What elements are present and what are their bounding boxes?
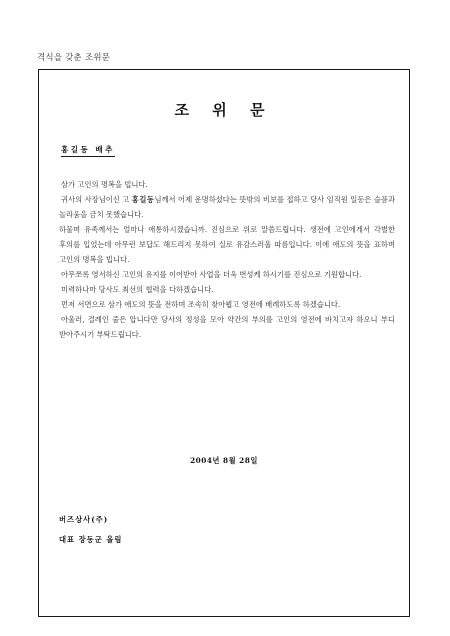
signer-line: 대표 장동군 올림 — [59, 535, 123, 544]
deceased-name: 홍길동 — [131, 195, 155, 204]
paragraph-sympathy: 하물며 유족께서는 얼마나 애통하시겠습니까. 진심으로 위로 말씀드립니다. 생전에 고인에게서 각별한 후의를 입었는데 아무런 보답도 해드리지 못하여 실로 유감스러울 따름입니다. 이에 애도의 뜻을 표하며 고인의 명복을 빕니다. — [59, 225, 395, 264]
company-name: 버즈상사(주) — [59, 515, 109, 524]
paragraph-cooperation: 미력하나마 당사도 최선의 협력을 다하겠습니다. — [61, 285, 214, 294]
recipient-line: 홍길동 배추 — [61, 144, 115, 157]
paragraph-news-end: 님께서 어제 운명하셨다는 뜻밖의 비보를 접하고 당사 임직원 일동은 슬픔과 놀라움을 금치 못했습니다. — [59, 195, 395, 219]
paragraph-visit: 먼저 서면으로 삼가 애도의 뜻을 전하며 조속히 찾아뵙고 영전에 배례하도록 하겠습니다. — [61, 300, 341, 309]
paragraph-wish: 아무쪼록 영서하신 고인의 유지를 이어받아 사업을 더욱 번성케 하시기를 진심으로 기원합니다. — [61, 270, 362, 279]
paragraph-news — [59, 192, 395, 222]
letter-date: 2004년 8월 28일 — [190, 456, 258, 465]
document-caption: 격식을 갖춘 조위문 — [37, 53, 111, 63]
paragraph-condolence: 삼가 고인의 명복을 빕니다. — [61, 180, 148, 189]
paragraph-offering: 아울러, 결례인 줄은 압니다만 당사의 정성을 모아 약간의 부의를 고인의 영전에 바치고자 하오니 부디 받아주시기 부탁드립니다. — [59, 315, 395, 339]
letter-frame — [38, 69, 410, 617]
letter-body — [59, 177, 395, 342]
paragraph-news-start: 귀사의 사장님이신 고 — [61, 195, 132, 204]
letter-title: 조 위 문 — [174, 101, 274, 119]
